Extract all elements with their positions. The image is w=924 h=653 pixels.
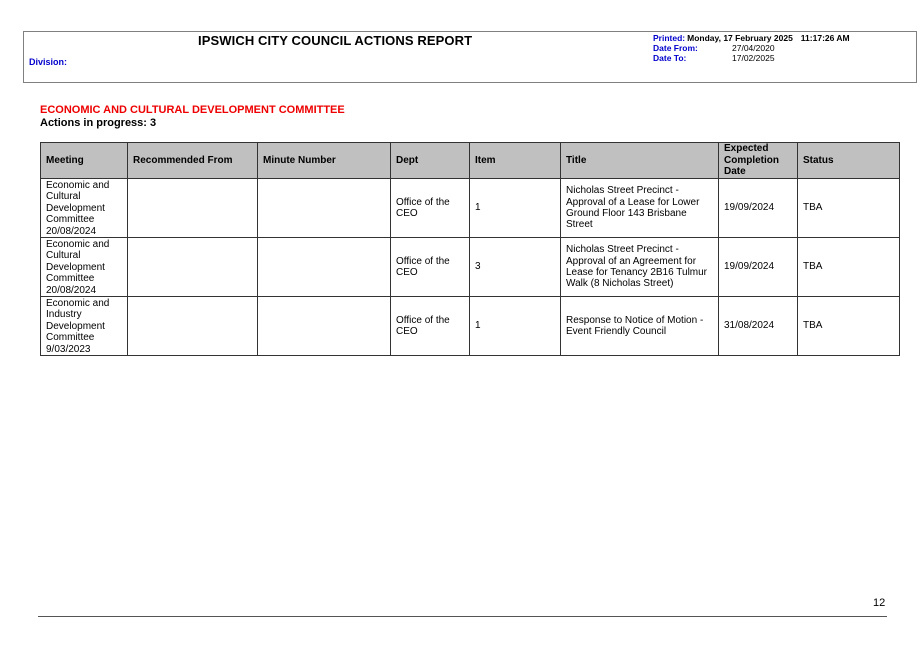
recommended-from-cell: [128, 238, 258, 297]
item-cell: 3: [470, 238, 561, 297]
printed-date: Monday, 17 February 2025: [687, 33, 793, 43]
date-from-label: Date From:: [653, 43, 698, 53]
minute-number-cell: [258, 179, 391, 238]
col-dept: Dept: [391, 143, 470, 179]
dept-cell: Office of the CEO: [391, 238, 470, 297]
date-to-row: [653, 53, 850, 63]
printed-time: 11:17:26 AM: [800, 33, 850, 43]
status-cell: TBA: [798, 297, 900, 356]
date-to-value: 17/02/2025: [732, 53, 775, 63]
meeting-cell: Economic and Industry Development Committee 9/03/2023: [41, 297, 128, 356]
date-from-value: 27/04/2020: [732, 43, 775, 53]
minute-number-cell: [258, 297, 391, 356]
expected-completion-cell: 19/09/2024: [719, 179, 798, 238]
print-info: [653, 33, 850, 63]
title-cell: Nicholas Street Precinct - Approval of a Lease for Lower Ground Floor 143 Brisbane Street: [561, 179, 719, 238]
status-cell: TBA: [798, 179, 900, 238]
col-recommended-from: Recommended From: [128, 143, 258, 179]
date-from-row: [653, 43, 850, 53]
dept-cell: Office of the CEO: [391, 297, 470, 356]
table-header-row: [41, 143, 900, 179]
col-item: Item: [470, 143, 561, 179]
table-row: [41, 297, 900, 356]
table-row: [41, 179, 900, 238]
actions-in-progress: Actions in progress: 3: [40, 117, 157, 129]
item-cell: 1: [470, 297, 561, 356]
page-number: 12: [873, 597, 886, 609]
col-expected-completion: Expected Completion Date: [719, 143, 798, 179]
footer-divider: [38, 616, 887, 617]
item-cell: 1: [470, 179, 561, 238]
col-status: Status: [798, 143, 900, 179]
status-cell: TBA: [798, 238, 900, 297]
minute-number-cell: [258, 238, 391, 297]
printed-label: Printed:: [653, 33, 686, 43]
meeting-cell: Economic and Cultural Development Committee 20/08/2024: [41, 238, 128, 297]
report-header: [23, 31, 917, 83]
division-label: Division:: [29, 57, 68, 67]
expected-completion-cell: 19/09/2024: [719, 238, 798, 297]
report-title: IPSWICH CITY COUNCIL ACTIONS REPORT: [198, 33, 473, 48]
actions-table: [40, 142, 900, 356]
committee-title: ECONOMIC AND CULTURAL DEVELOPMENT COMMITTEE: [40, 104, 345, 116]
recommended-from-cell: [128, 179, 258, 238]
expected-completion-cell: 31/08/2024: [719, 297, 798, 356]
date-to-label: Date To:: [653, 53, 687, 63]
printed-row: [653, 33, 850, 43]
recommended-from-cell: [128, 297, 258, 356]
title-cell: Nicholas Street Precinct - Approval of an Agreement for Lease for Tenancy 2B16 Tulmur Walk (8 Nicholas Street): [561, 238, 719, 297]
meeting-cell: Economic and Cultural Development Committee 20/08/2024: [41, 179, 128, 238]
col-title: Title: [561, 143, 719, 179]
col-meeting: Meeting: [41, 143, 128, 179]
col-minute-number: Minute Number: [258, 143, 391, 179]
title-cell: Response to Notice of Motion - Event Friendly Council: [561, 297, 719, 356]
table-row: [41, 238, 900, 297]
dept-cell: Office of the CEO: [391, 179, 470, 238]
